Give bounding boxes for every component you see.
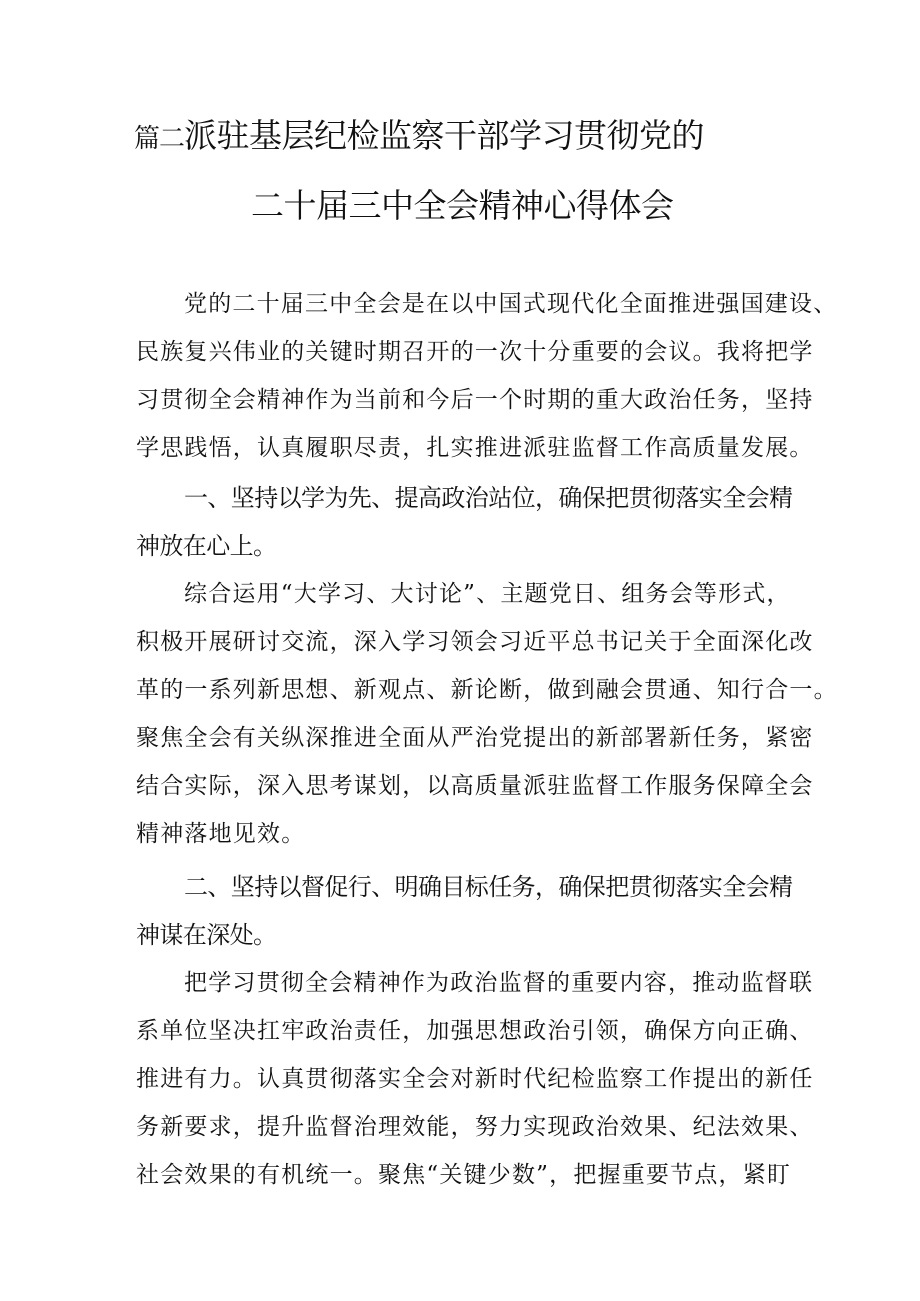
paragraph-line: 务新要求，提升监督治理效能，努力实现政治效果、纪法效果、 (136, 1114, 814, 1140)
document-title-line-2: 二十届三中全会精神心得体会 (251, 186, 674, 225)
paragraph-line: 学思践悟，认真履职尽责，扎实推进派驻监督工作高质量发展。 (136, 435, 814, 461)
paragraph-line: 结合实际，深入思考谋划，以高质量派驻监督工作服务保障全会 (136, 773, 814, 799)
paragraph-line: 系单位坚决扛牢政治责任，加强思想政治引领，确保方向正确、 (136, 1018, 814, 1044)
section-heading-line: 一、坚持以学为先、提高政治站位，确保把贯彻落实全会精 (184, 484, 793, 512)
title-text-1: 派驻基层纪检监察干部学习贯彻党的 (184, 116, 705, 155)
paragraph-line: 积极开展研讨交流，深入学习领会习近平总书记关于全面深化改 (136, 629, 814, 655)
paragraph-line: 聚焦全会有关纵深推进全面从严治党提出的新部署新任务，紧密 (136, 725, 814, 751)
paragraph-line: 社会效果的有机统一。聚焦“关键少数”，把握重要节点，紧盯 (136, 1162, 792, 1188)
title-prefix: 篇二 (134, 124, 185, 154)
section-heading-line: 二、坚持以督促行、明确目标任务，确保把贯彻落实全会精 (184, 873, 793, 901)
paragraph-line: 精神落地见效。 (136, 821, 306, 847)
paragraph-line: 把学习贯彻全会精神作为政治监督的重要内容，推动监督联 (184, 970, 814, 996)
paragraph-line: 党的二十届三中全会是在以中国式现代化全面推进强国建设、 (184, 291, 838, 317)
paragraph-line: 综合运用“大学习、大讨论”、主题党日、组务会等形式， (184, 581, 791, 607)
paragraph-line: 革的一系列新思想、新观点、新论断，做到融会贯通、知行合一。 (136, 677, 838, 703)
paragraph-line: 民族复兴伟业的关键时期召开的一次十分重要的会议。我将把学 (136, 339, 814, 365)
section-heading-line: 神放在心上。 (136, 532, 277, 560)
paragraph-line: 习贯彻全会精神作为当前和今后一个时期的重大政治任务，坚持 (136, 387, 814, 413)
section-heading-line: 神谋在深处。 (136, 921, 277, 949)
paragraph-line: 推进有力。认真贯彻落实全会对新时代纪检监察工作提出的新任 (136, 1066, 814, 1092)
document-title-line-1 (134, 116, 704, 159)
